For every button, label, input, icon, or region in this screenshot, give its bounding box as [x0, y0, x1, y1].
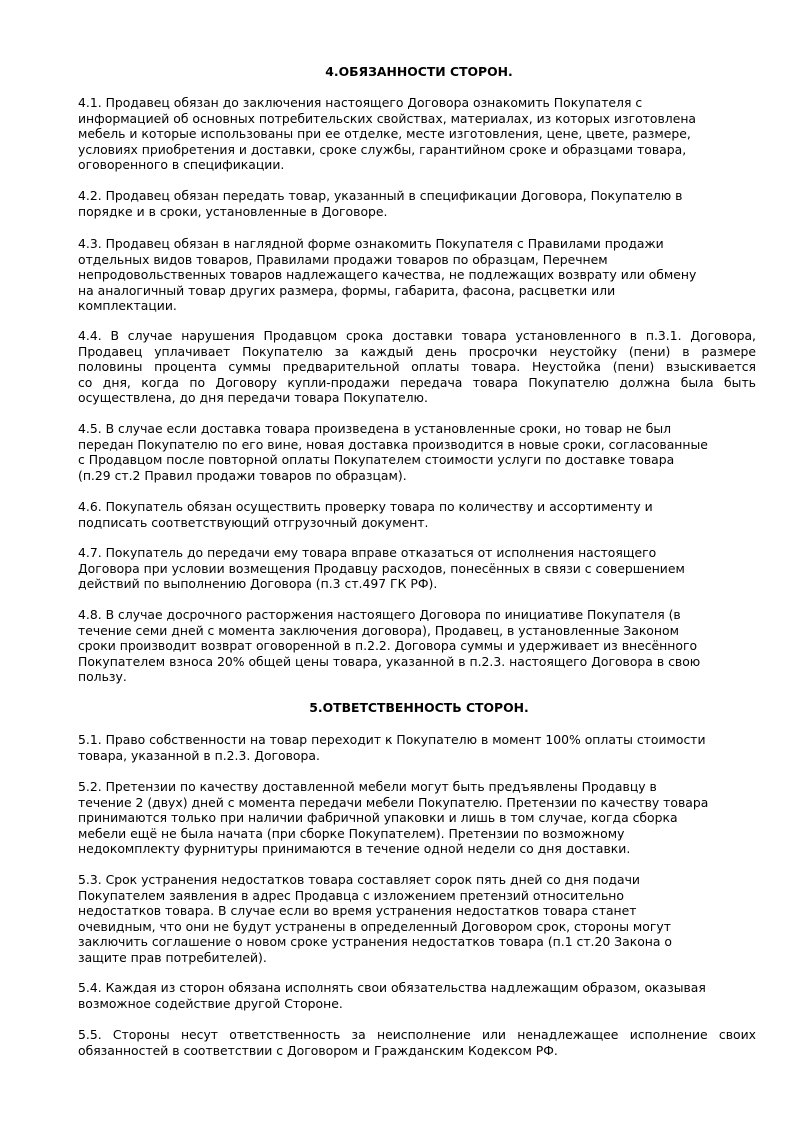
text-line: 4.5. В случае если доставка товара произведена в установленные сроки, но товар не был	[78, 421, 672, 436]
text-line: оговоренного в спецификации.	[78, 157, 285, 173]
text-line: 5.4. Каждая из сторон обязана исполнять свои обязательства надлежащим образом, оказывая	[78, 980, 706, 995]
text-line: недокомплекту фурнитуры принимаются в течение одной недели со дня доставки.	[78, 841, 631, 857]
clause-4-7	[78, 545, 756, 592]
text-line: с Продавцом после повторной оплаты Покупателем стоимости услуги по доставке товара	[78, 452, 675, 468]
clause-4-1	[78, 95, 756, 173]
text-line: мебели ещё не была начата (при сборке Покупателем). Претензии по возможному	[78, 825, 625, 841]
clause-4-3	[78, 236, 756, 314]
clause-5-4	[78, 980, 756, 1011]
text-line: отдельных видов товаров, Правилами продажи товаров по образцам, Перечнем	[78, 251, 608, 267]
text-line: 4.7. Покупатель до передачи ему товара вправе отказаться от исполнения настоящего	[78, 545, 657, 560]
text-line: со дня, когда по Договору купли-продажи передача товара Покупателю должна была быть	[78, 374, 756, 390]
text-line: передан Покупателю по его вине, новая доставка производится в новые сроки, согласованные	[78, 436, 708, 452]
clause-5-2	[78, 779, 756, 857]
text-line: товара, указанной в п.2.3. Договора.	[78, 747, 320, 763]
section-4-title: 4.ОБЯЗАННОСТИ СТОРОН.	[325, 64, 513, 79]
clause-4-8	[78, 607, 756, 685]
clause-4-5	[78, 421, 756, 483]
text-line: мебель и которые использованы при ее отделке, месте изготовления, цене, цвете, размере,	[78, 126, 691, 142]
clause-5-5	[78, 1027, 756, 1058]
text-line: 5.3. Срок устранения недостатков товара составляет сорок пять дней со дня подачи	[78, 872, 640, 887]
clause-5-1	[78, 732, 756, 763]
text-line: недостатков товара. В случае если во время устранения недостатков товара станет	[78, 903, 637, 919]
text-line: течение семи дней с момента заключения договора), Продавец, в установленные Законом	[78, 622, 679, 638]
clause-4-4	[78, 328, 756, 406]
text-line: непродовольственных товаров надлежащего качества, не подлежащих возврату или обмену	[78, 267, 697, 283]
text-line: обязанностей в соответствии с Договором и Гражданским Кодексом РФ.	[78, 1042, 558, 1058]
text-line: Договора при условии возмещения Продавцу расходов, понесённых в связи с совершением	[78, 560, 685, 576]
text-line: 4.4. В случае нарушения Продавцом срока доставки товара установленного в п.3.1. Договора,	[78, 328, 756, 343]
text-line: действий по выполнению Договора (п.3 ст.497 ГК РФ).	[78, 576, 438, 592]
clause-5-3	[78, 872, 756, 966]
text-line: 5.2. Претензии по качеству доставленной мебели могут быть предъявлены Продавцу в	[78, 779, 657, 794]
text-line: пользу.	[78, 669, 127, 685]
text-line: подписать соответствующий отгрузочный документ.	[78, 514, 429, 530]
text-line: 4.2. Продавец обязан передать товар, указанный в спецификации Договора, Покупателю в	[78, 188, 683, 203]
text-line: сроки производит возврат оговоренной в п.2.2. Договора суммы и удерживает из внесённого	[78, 638, 698, 654]
text-line: порядке и в сроки, установленные в Договоре.	[78, 203, 388, 219]
text-line: 5.5. Стороны несут ответственность за неисполнение или ненадлежащее исполнение своих	[78, 1027, 756, 1042]
text-line: информацией об основных потребительских свойствах, материалах, из которых изготовлена	[78, 110, 697, 126]
text-line: Продавец уплачивает Покупателю за каждый день просрочки неустойку (пени) в размере	[78, 343, 756, 359]
text-line: Покупателем заявления в адрес Продавца с изложением претензий относительно	[78, 887, 624, 903]
text-line: комплектации.	[78, 298, 177, 314]
text-line: условиях приобретения и доставки, сроке службы, гарантийном сроке и образцами товара,	[78, 141, 687, 157]
text-line: половины процента суммы предварительной оплаты товара. Неустойка (пени) взыскивается	[78, 359, 756, 375]
text-line: 4.1. Продавец обязан до заключения настоящего Договора ознакомить Покупателя с	[78, 95, 643, 110]
text-line: возможное содействие другой Стороне.	[78, 995, 343, 1011]
text-line: осуществлена, до дня передачи товара Покупателю.	[78, 390, 428, 406]
text-line: Покупателем взноса 20% общей цены товара, указанной в п.2.3. настоящего Договора в свою	[78, 653, 701, 669]
section-5-title: 5.ОТВЕТСТВЕННОСТЬ СТОРОН.	[309, 700, 529, 715]
text-line: 4.6. Покупатель обязан осуществить проверку товара по количеству и ассортименту и	[78, 499, 653, 514]
clause-4-6	[78, 499, 756, 530]
text-line: защите прав потребителей).	[78, 949, 267, 965]
clause-4-2	[78, 188, 756, 219]
text-line: 4.3. Продавец обязан в наглядной форме ознакомить Покупателя с Правилами продажи	[78, 236, 664, 251]
text-line: принимаются только при наличии фабричной упаковки и лишь в том случае, когда сборка	[78, 810, 678, 826]
text-line: 4.8. В случае досрочного расторжения настоящего Договора по инициативе Покупателя (в	[78, 607, 681, 622]
text-line: на аналогичный товар других размера, формы, габарита, фасона, расцветки или	[78, 282, 616, 298]
text-line: (п.29 ст.2 Правил продажи товаров по образцам).	[78, 467, 407, 483]
text-line: течение 2 (двух) дней с момента передачи мебели Покупателю. Претензии по качеству товара	[78, 794, 709, 810]
text-line: заключить соглашение о новом сроке устранения недостатков товара (п.1 ст.20 Закона о	[78, 934, 673, 950]
text-line: очевидным, что они не будут устранены в определенный Договором срок, стороны могут	[78, 918, 671, 934]
text-line: 5.1. Право собственности на товар переходит к Покупателю в момент 100% оплаты стоимости	[78, 732, 706, 747]
